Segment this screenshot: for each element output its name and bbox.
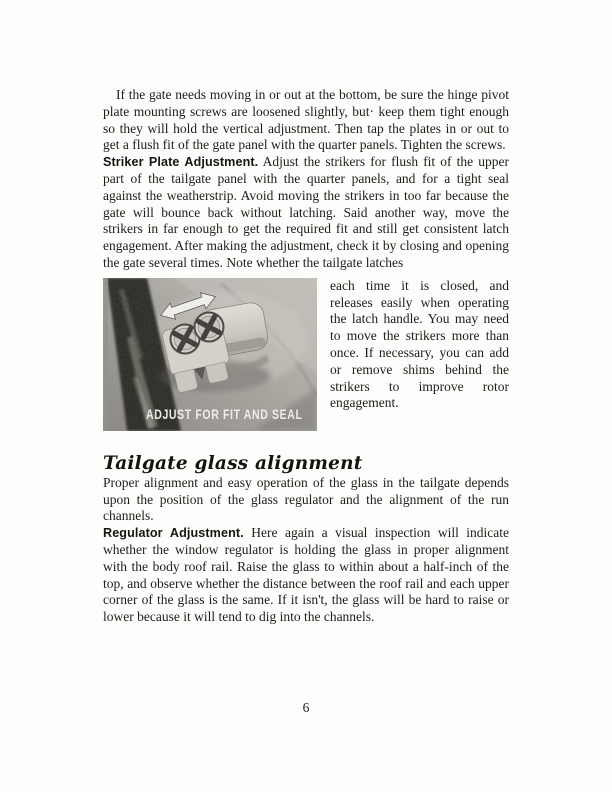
figure-caption: ADJUST FOR FIT AND SEAL [146, 406, 303, 423]
paragraph-glass-intro: Proper alignment and easy operation of the glass in the tailgate depends upon the position of the glass regulator and the alignment of the run channels. [103, 474, 509, 524]
striker-run-in-heading: Striker Plate Adjustment. [103, 155, 259, 170]
section-heading-tailgate-glass: Tailgate glass alignment [103, 452, 363, 474]
striker-body-text: Adjust the strikers for flush fit of the upper part of the tailgate panel with the quarter panels, and for a tight seal against the weatherstrip. Avoid moving the strikers in too far because the gate will bounce back without latching. Said another way, move the strikers in far enough to get the required fit and still get consistent latch engagement. After making the adjustment, check it by closing and opening the gate several times. Note whether the tailgate latches [103, 154, 509, 270]
regulator-body-text: Here again a visual inspection will indicate whether the window regulator is holding the glass in proper alignment with the body roof rail. Raise the glass to within about a half-inch of the top, and observe whether the distance between the roof rail and each upper corner of the glass is the same. If it isn't, the glass will be hard to raise or lower because it will tend to dig into the channels. [103, 525, 510, 625]
paragraph-striker-continued: each time it is closed, and releases easily when operating the latch handle. You may need to move the strikers more than once. If necessary, you can add or remove shims behind the strikers to improve rotor engagement. [330, 277, 509, 411]
regulator-run-in-heading: Regulator Adjustment. [103, 526, 244, 541]
page-number: 6 [302, 700, 310, 715]
striker-photo-figure [103, 278, 317, 431]
figure-row [103, 277, 509, 423]
paragraph-striker [103, 154, 509, 272]
paragraph-regulator [103, 525, 509, 626]
paragraph-intro: If the gate needs moving in or out at the bottom, be sure the hinge pivot plate mounting screws are loosened slightly, but· keep them tight enough so they will hold the vertical adjustment. Then tap the plates in or out to get a flush fit of the gate panel with the quarter panels. Tighten the screws. [103, 87, 509, 153]
striker-photo-illustration [103, 278, 317, 431]
page-content [103, 87, 509, 626]
film-grain-overlay [103, 278, 317, 431]
